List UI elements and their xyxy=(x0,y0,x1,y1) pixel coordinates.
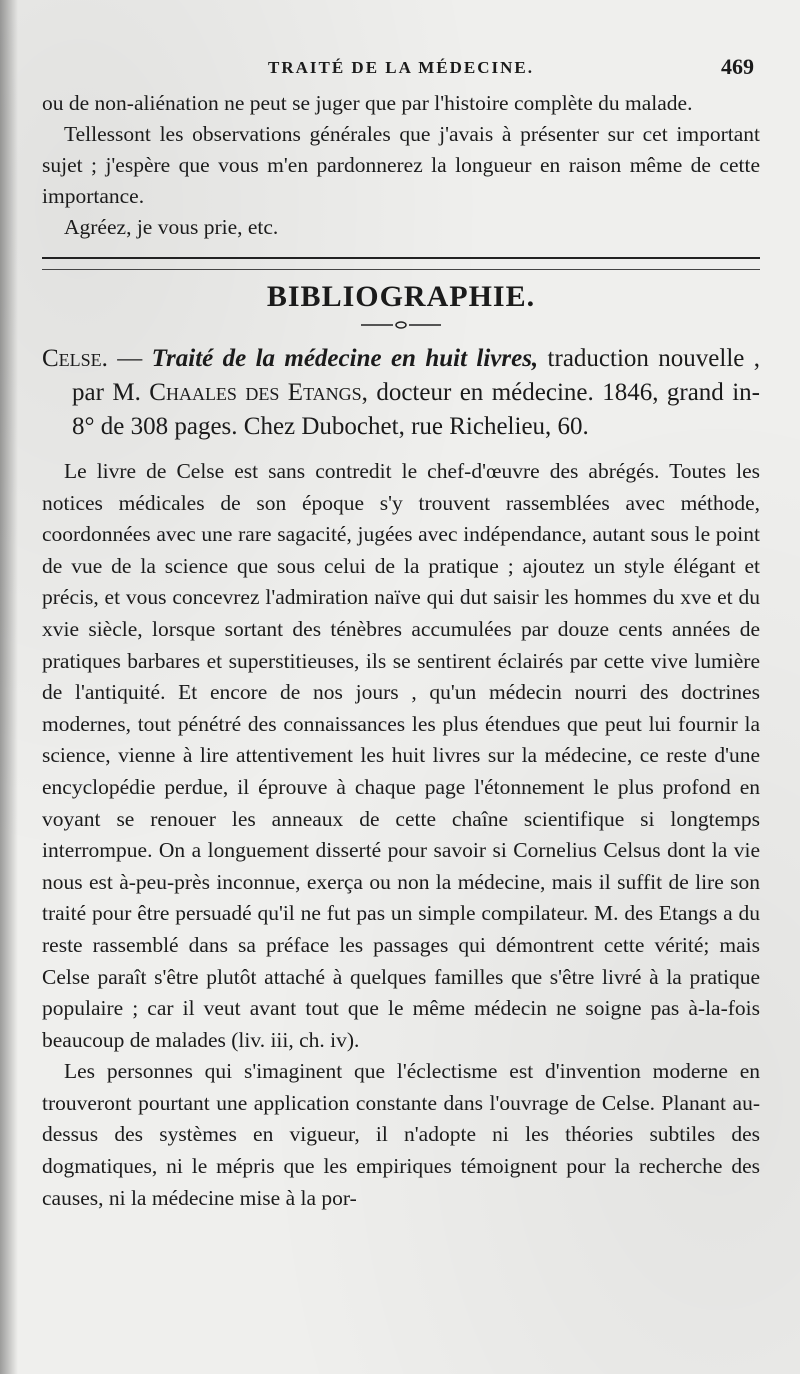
section-divider-rule xyxy=(42,257,760,270)
section-title: BIBLIOGRAPHIE. xyxy=(266,280,536,313)
bib-work-title: Traité de la médecine en huit livres, xyxy=(151,345,539,372)
review-paragraph-2: Les personnes qui s'imaginent que l'éclectisme est d'invention moderne en trouveront pourtant une application constante dans l'ouvrage de Celse. Planant au-dessus des systèmes en vigueur, il n'adopte ni les théories subtiles des dogmatiques, ni le mépris que les empiriques témoignent pour la recherche des causes, ni la médecine mise à la por- xyxy=(42,1059,760,1210)
bib-author: Celse. xyxy=(42,345,108,372)
intro-paragraph-2: Tellessont les observations générales que j'avais à présenter sur cet important sujet ; j'espère que vous m'en pardonnerez la longueur en raison même de cette importance. xyxy=(42,122,760,208)
page-number: 469 xyxy=(721,54,754,79)
closing-salutation: Agréez, je vous prie, etc. xyxy=(64,215,279,239)
review-body xyxy=(42,456,760,1214)
bib-text-1: traduction nouvelle , par M. xyxy=(72,345,760,406)
running-title: TRAITÉ DE LA MÉDECINE. xyxy=(268,58,534,77)
bib-text-2: docteur en médecine. 1846, grand in-8° de 308 pages. Chez Dubochet, rue Richelieu, 60. xyxy=(72,379,760,440)
review-paragraph-1: Le livre de Celse est sans contredit le chef-d'œuvre des abrégés. Toutes les notices médicales de son époque s'y trouvent rassemblées avec méthode, coordonnées avec une rare sagacité, jugées avec indépendance, autant sous le point de vue de la science que sous celui de la pratique ; ajoutez un style élégant et précis, et vous concevrez l'admiration naïve qui dut saisir les hommes du xve et du xvie siècle, lorsque sortant des ténèbres accumulées par douze cents années de pratiques barbares et superstitieuses, ils se sentirent éclairés par cette vive lumière de l'antiquité. Et encore de nos jours , qu'un médecin nourri des doctrines modernes, tout pénétré des connaissances les plus étendues que peut lui fournir la science, vienne à lire attentivement les huit livres sur la médecine, ce reste d'une encyclopédie perdue, il éprouve à chaque page l'étonnement le plus profond en voyant se renouer les anneaux de cette chaîne scientifique si longtemps interrompue. On a longuement disserté pour savoir si Cornelius Celsus dont la vie nous est à-peu-près inconnue, exerça ou non la médecine, mais il suffit de lire son traité pour être persuadé qu'il ne fut pas un simple compilateur. M. des Etangs a du reste rassemblé dans sa préface les passages qui démontrent cette vérité; mais Celse paraît s'être plutôt attaché à quelques familles que s'être livré à la pratique populaire ; car il veut avant tout que le même médecin ne soigne pas à-la-fois beaucoup de malades (liv. iii, ch. iv). xyxy=(42,459,760,1052)
bib-dash: — xyxy=(107,345,152,372)
binding-shadow xyxy=(0,0,18,1374)
intro-paragraph-1: ou de non-aliénation ne peut se juger que par l'histoire complète du malade. xyxy=(42,91,693,115)
ornament-divider-icon xyxy=(42,320,760,330)
running-head xyxy=(42,50,760,86)
bibliography-entry xyxy=(42,342,760,444)
bib-translator: Chaales des Etangs, xyxy=(149,379,368,406)
